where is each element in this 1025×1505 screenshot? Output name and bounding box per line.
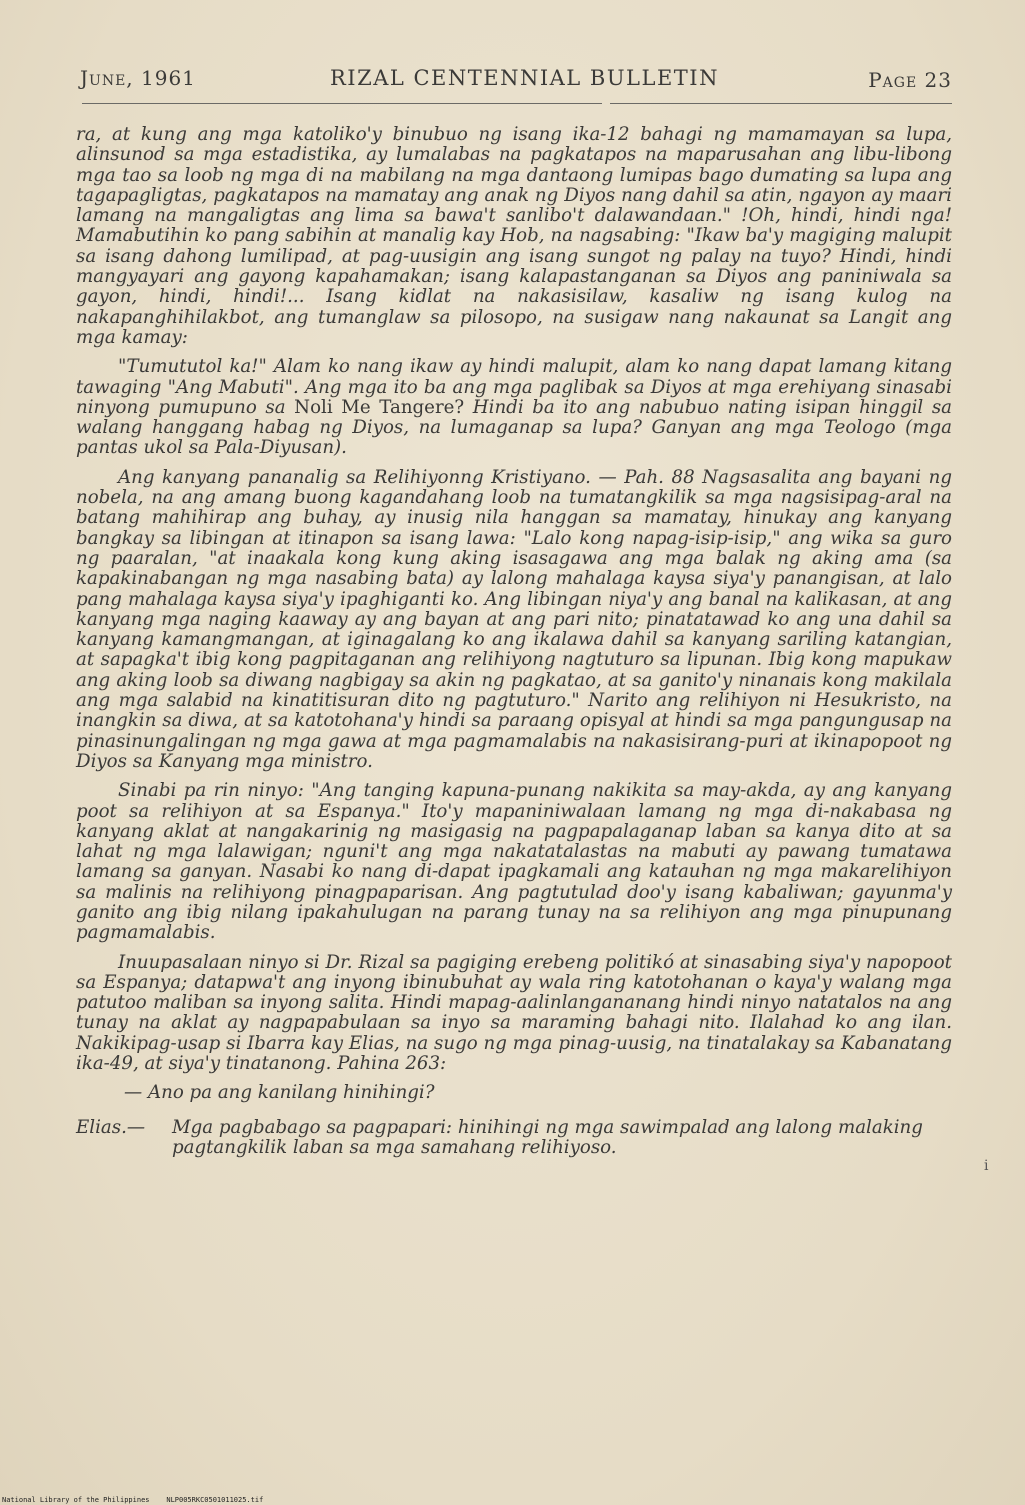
speaker-text: Mga pagbabago sa pagpapari: hinihingi ng mga sawimpalad ang lalong malaking pagtangkilik laban sa mga samahang relihiyoso.: [172, 1116, 923, 1158]
paragraph-2-part-c: Hindi ba ito ang nabubuo nating isipan hinggil sa walang hanggang habag ng Diyos, na lumaganap sa lupa? Ganyan ang mga Teologo (mga pantas ukol sa Pala-Diyusan).: [76, 396, 953, 459]
dialogue-question: — Ano pa ang kanilang hinihingi?: [124, 1082, 435, 1104]
header-rule-left: [82, 103, 602, 104]
dialogue-elias: [76, 1118, 952, 1159]
header-page-number: Page 23: [868, 68, 952, 92]
speaker-label: Elias.—: [76, 1116, 146, 1138]
margin-mark: i: [984, 1158, 989, 1174]
header-rule-right: [610, 103, 952, 104]
paragraph-2: [76, 357, 952, 458]
scan-footer: National Library of the Philippines NLP005RKC0501011025.tif: [2, 1496, 264, 1504]
header-title: RIZAL CENTENNIAL BULLETIN: [330, 66, 719, 90]
header-date: June, 1961: [80, 66, 196, 90]
paragraph-2-part-a: "Tumututol ka!" Alam ko nang ikaw ay hindi malupit, alam ko nang dapat lamang kitang tawaging "Ang Mabuti". Ang mga ito ba ang mga paglibak sa Diyos at mga erehiyang sinasabi ninyong pumupuno sa: [76, 356, 952, 418]
article-body: [76, 125, 952, 1158]
page-header: [80, 66, 952, 96]
paragraph-5: Inuupasalaan ninyo si Dr. Rizal sa pagiging erebeng politikó at sinasabing siya'y napopoot sa Espanya; datapwa't ang inyong ibinubuhat ay wala ring katotohanan o kaya'y walang mga patutoo maliban sa inyong salita. Hindi mapag-aalinlangananang hindi ninyo natatalos na ang tunay na aklat ay nagpapabulaan sa inyo sa maraming bahagi nito. Ilalahad ko ang ilan. Nakikipag-usap si Ibarra kay Elias, na sugo ng mga pinag-uusig, na tinatalakay sa Kabanatang ika-49, at siya'y tinatanong. Pahina 263:: [76, 951, 952, 1075]
paragraph-4: Sinabi pa rin ninyo: "Ang tanging kapuna-punang nakikita sa may-akda, ay ang kanyang poot sa relihiyon at sa Espanya." Ito'y mapaniniwalaan lamang ng mga di-nakabasa ng kanyang aklat at nangakarinig ng masigasig na pagpapalaganap laban sa kanya dito at sa lahat ng mga lalawigan; nguni't ang mga nakatatalastas na mabuti ay pawang tumatawa lamang sa ganyan. Nasabi ko nang di-dapat ipagkamali ang katauhan ng mga makarelihiyon sa malinis na relihiyong pinagpaparisan. Ang pagtutulad doo'y isang kabaliwan; gayunma'y ganito ang ibig nilang ipakahulugan na parang tunay na sa relihiyon ang mga pinupunang pagmamalabis.: [76, 780, 952, 944]
paragraph-1: ra, at kung ang mga katoliko'y binubuo ng isang ika-12 bahagi ng mamamayan sa lupa, alinsunod sa mga estadistika, ay lumalabas na pagkatapos na maparusahan ang libu-libong mga tao sa loob ng mga di na mabilang na mga dantaong lumipas bago dumating sa lupa ang tagapagligtas, pagkatapos na mamatay ang anak ng Diyos nang dahil sa atin, ngayon ay maari lamang na mangaligtas ang lima sa bawa't sanlibo't dalawandaan." !Oh, hindi, hindi nga! Mamabutihin ko pang sabihin at manalig kay Hob, na nagsabing: "Ikaw ba'y magiging malupit sa isang dahong lumilipad, at pag-uusigin ang isang sungot ng palay na tuyo? Hindi, hindi mangyayari ang gayong kapahamakan; isang kalapastanganan sa Diyos ang paniniwala sa gayon, hindi, hindi!... Isang kidlat na nakasisilaw, kasaliw ng isang kulog na nakapanghihilakbot, ang tumanglaw sa pilosopo, na susigaw nang nakaunat sa Langit ang mga kamay:: [76, 124, 952, 348]
paragraph-3: Ang kanyang pananalig sa Relihiyonng Kristiyano. — Pah. 88 Nagsasalita ang bayani ng nobela, na ang amang buong kagandahang loob na tumatangkilik sa mga nagsisipag-aral na batang mahihirap ang buhay, ay inusig nila hanggan sa mamatay, hinukay ang kanyang bangkay sa libingan at itinapon sa isang lawa: "Lalo kong napag-isip-isip," ang wika sa guro ng paaralan, "at inaakala kong kung aking isasagawa ang mga balak ng aking ama (sa kapakinabangan ng mga nasabing bata) ay lalong mahalaga kaysa siya'y panangisan, at lalo pang mahalaga kaysa siya'y ipaghiganti ko. Ang libingan niya'y ang banal na kalikasan, at ang kanyang mga naging kaaway ay ang bayan at ang pari nito; pinatatawad ko ang una dahil sa kanyang kamangmangan, at iginagalang ko ang ikalawa dahil sa kanyang sariling katangian, at sapagka't ibig kong pagpitaganan ang relihiyong nagtuturo sa lipunan. Ibig kong mapukaw ang aking loob sa diwang nagbigay sa akin ng pagkatao, at sa ganito'y ninanais kong makilala ang mga salabid na kinatitisuran dito ng pagtuturo." Narito ang relihiyon ni Hesukristo, na inangkin sa diwa, at sa katotohana'y hindi sa paraang opisyal at hindi sa mga pangungusap na pinasinungalingan ng mga gawa at mga pagmamalabis na nakasisirang-puri at ikinapopoot ng Diyos sa Kanyang mga ministro.: [76, 466, 952, 772]
book-title-noli: Noli Me Tangere?: [294, 396, 465, 418]
